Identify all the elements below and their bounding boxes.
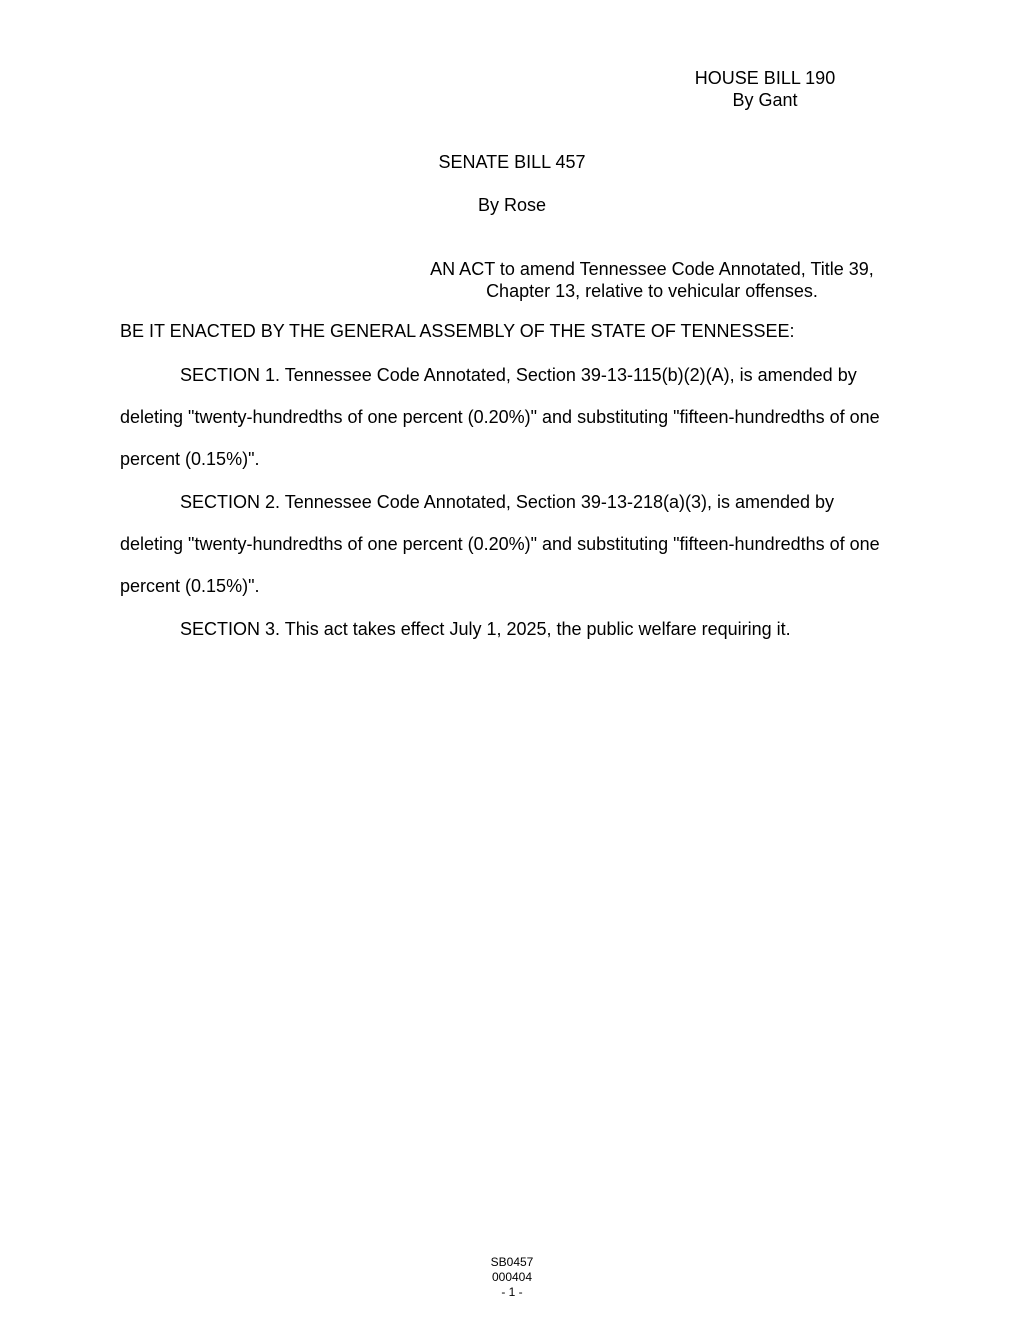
house-bill-number: HOUSE BILL 190	[694, 68, 836, 88]
bill-caption	[412, 258, 892, 302]
section-1-line-1: SECTION 1. Tennessee Code Annotated, Section 39-13-115(b)(2)(A), is amended by	[180, 365, 857, 385]
caption-line: AN ACT to amend Tennessee Code Annotated, Title 39,	[430, 259, 874, 279]
footer-draft-number: 000404	[491, 1270, 533, 1284]
section-2-line-1: SECTION 2. Tennessee Code Annotated, Section 39-13-218(a)(3), is amended by	[180, 492, 835, 512]
section-2-line-3: percent (0.15%)".	[120, 576, 260, 596]
house-bill-sponsor: By Gant	[732, 90, 798, 110]
section-3-line-1: SECTION 3. This act takes effect July 1, 2025, the public welfare requiring it.	[180, 619, 791, 639]
page-footer	[462, 1255, 562, 1300]
section-1-line-3: percent (0.15%)".	[120, 449, 260, 469]
house-bill-header	[680, 67, 850, 111]
section-1-line-2: deleting "twenty-hundredths of one percent (0.20%)" and substituting "fifteen-hundredths of one	[120, 407, 880, 427]
footer-page-number: - 1 -	[501, 1285, 523, 1299]
senate-bill-sponsor: By Rose	[477, 195, 547, 215]
enacting-clause: BE IT ENACTED BY THE GENERAL ASSEMBLY OF THE STATE OF TENNESSEE:	[120, 321, 795, 341]
caption-line: Chapter 13, relative to vehicular offenses.	[486, 281, 818, 301]
senate-bill-number: SENATE BILL 457	[438, 152, 586, 172]
section-2-line-2: deleting "twenty-hundredths of one percent (0.20%)" and substituting "fifteen-hundredths of one	[120, 534, 880, 554]
footer-bill-code: SB0457	[490, 1255, 534, 1269]
